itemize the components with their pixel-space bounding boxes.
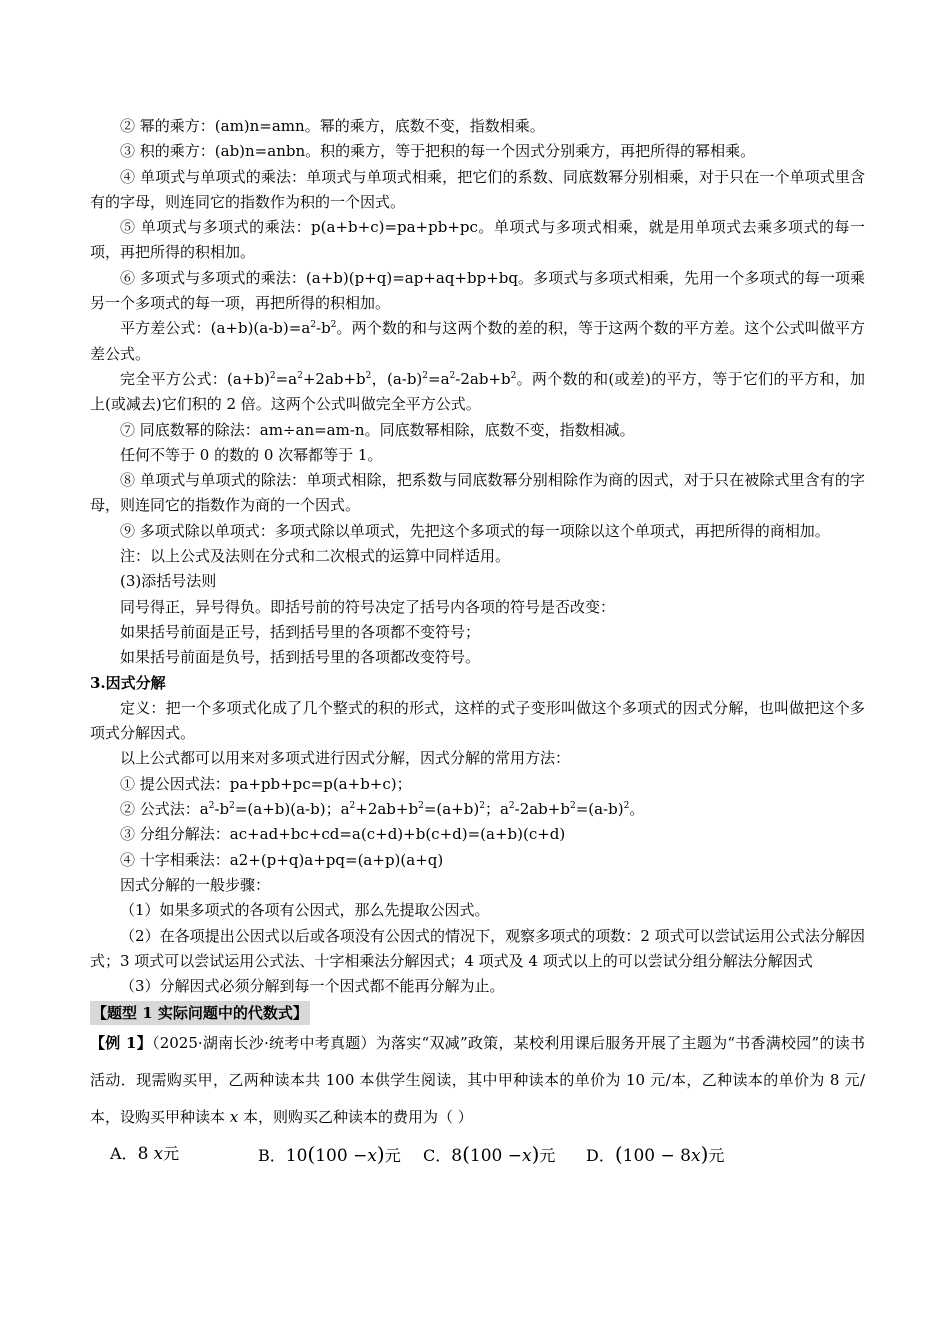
- factorization-intro: 以上公式都可以用来对多项式进行因式分解，因式分解的常用方法：: [120, 749, 571, 768]
- rule-6: ⑥ 多项式与多项式的乘法：(a+b)(p+q)=ap+aq+bp+bq。多项式与多项式相乘，先用一个多项式的每一项乘另一个多项式的每一项，再把所得的积相加。: [90, 268, 865, 313]
- step-1: （1）如果多项式的各项有公因式，那么先提取公因式。: [120, 901, 490, 920]
- factorization-definition: 定义：把一个多项式化成了几个整式的积的形式，这样的式子变形叫做这个多项式的因式分解，也叫做把这个多项式分解因式。: [90, 698, 865, 743]
- rule-9: ⑨ 多项式除以单项式：多项式除以单项式，先把这个多项式的每一项除以这个单项式，再把所得的商相加。: [120, 521, 830, 540]
- square-difference-formula: 平方差公式：$(a+b)(a-b)=a^2-b^2$。两个数的和与这两个数的差的积，等于这两个数的平方差。这个公式叫做平方差公式。: [90, 319, 865, 363]
- option-d[interactable]: D． ( 100 − 8 x ) 元: [586, 1142, 725, 1167]
- method-cross: ④ 十字相乘法：a2+(p+q)a+pq=(a+p)(a+q): [120, 850, 444, 869]
- example-question: 【例 1】（2025·湖南长沙·统考中考真题）为落实“双减”政策，某校利用课后服务开展了主题为“书香满校园”的读书活动．现需购买甲，乙两种读本共 100 本供学生阅读，其中甲种读本的单价为 10 元/本，乙种读本的单价为 8 元/本，设购买甲种读本 x 本，则购买乙种读本的费用为（ ）: [90, 1034, 865, 1127]
- topic-title: 【题型 1 实际问题中的代数式】: [90, 1001, 310, 1025]
- bracket-rule-negative: 如果括号前面是负号，括到括号里的各项都改变符号。: [120, 648, 481, 667]
- rule-2: ② 幂的乘方：(am)n=amn。幂的乘方，底数不变，指数相乘。: [120, 117, 545, 135]
- rule-3: ③ 积的乘方：(ab)n=anbn。积的乘方，等于把积的每一个因式分别乘方，再把所得的幂相乘。: [120, 142, 756, 161]
- method-common-factor: ① 提公因式法：pa+pb+pc=p(a+b+c)；: [120, 774, 412, 793]
- option-b[interactable]: B． 10 ( 100 − x ) 元: [258, 1142, 401, 1167]
- option-a[interactable]: A． 8 x 元: [110, 1144, 180, 1165]
- answer-options: [90, 1140, 865, 1170]
- steps-title: 因式分解的一般步骤：: [120, 875, 271, 894]
- rule-8: ⑧ 单项式与单项式的除法：单项式相除，把系数与同底数幂分别相除作为商的因式，对于只在被除式里含有的字母，则连同它的指数作为商的一个因式。: [90, 471, 865, 515]
- method-formula: ② 公式法：$a^2-b^2=(a+b)(a-b)$；$a^2+2ab+b^2=(a+b)^2$；$a^2-2ab+b^2=(a-b)^2$。: [120, 800, 645, 819]
- document-body: [90, 114, 865, 1170]
- step-3: （3）分解因式必须分解到每一个因式都不能再分解为止。: [120, 977, 505, 996]
- bracket-rule-text: 同号得正，异号得负。即括号前的符号决定了括号内各项的符号是否改变：: [120, 597, 616, 616]
- note: 注：以上公式及法则在分式和二次根式的运算中同样适用。: [120, 547, 511, 566]
- bracket-rule-heading: (3)添括号法则: [120, 572, 217, 591]
- rule-4: ④ 单项式与单项式的乘法：单项式与单项式相乘，把它们的系数、同底数幂分别相乘，对于只在一个单项式里含有的字母，则连同它的指数作为积的一个因式。: [90, 167, 865, 211]
- bracket-rule-positive: 如果括号前面是正号，括到括号里的各项都不变符号；: [120, 622, 481, 641]
- rule-5: ⑤ 单项式与多项式的乘法：p(a+b+c)=pa+pb+pc。单项式与多项式相乘，就是用单项式去乘多项式的每一项，再把所得的积相加。: [90, 218, 865, 262]
- example-label: 【例 1】: [90, 1034, 152, 1053]
- perfect-square-formula: 完全平方公式：$(a+b)^2=a^2+2ab+b^2$，$(a-b)^2=a^2-2ab+b^2$。两个数的和(或差)的平方，等于它们的平方和，加上(或减去)它们积的 2 倍。这两个公式叫做完全平方公式。: [90, 369, 865, 414]
- rule-7: ⑦ 同底数幂的除法：am÷an=am-n。同底数幂相除，底数不变，指数相减。: [120, 420, 635, 439]
- option-c[interactable]: C． 8 ( 100 − x ) 元: [423, 1142, 556, 1167]
- method-grouping: ③ 分组分解法：ac+ad+bc+cd=a(c+d)+b(c+d)=(a+b)(c+d): [120, 825, 566, 844]
- example-1: [90, 1025, 865, 1136]
- step-2: （2）在各项提出公因式以后或各项没有公因式的情况下，观察多项式的项数：2 项式可以尝试运用公式法分解因式；3 项式可以尝试运用公式法、十字相乘法分解因式；4 项式及 4 项式以上的可以尝试分组分解法分解因式: [90, 926, 865, 970]
- section-heading-factorization: 3.因式分解: [90, 673, 166, 692]
- zero-power-rule: 任何不等于 0 的数的 0 次幂都等于 1。: [120, 445, 383, 464]
